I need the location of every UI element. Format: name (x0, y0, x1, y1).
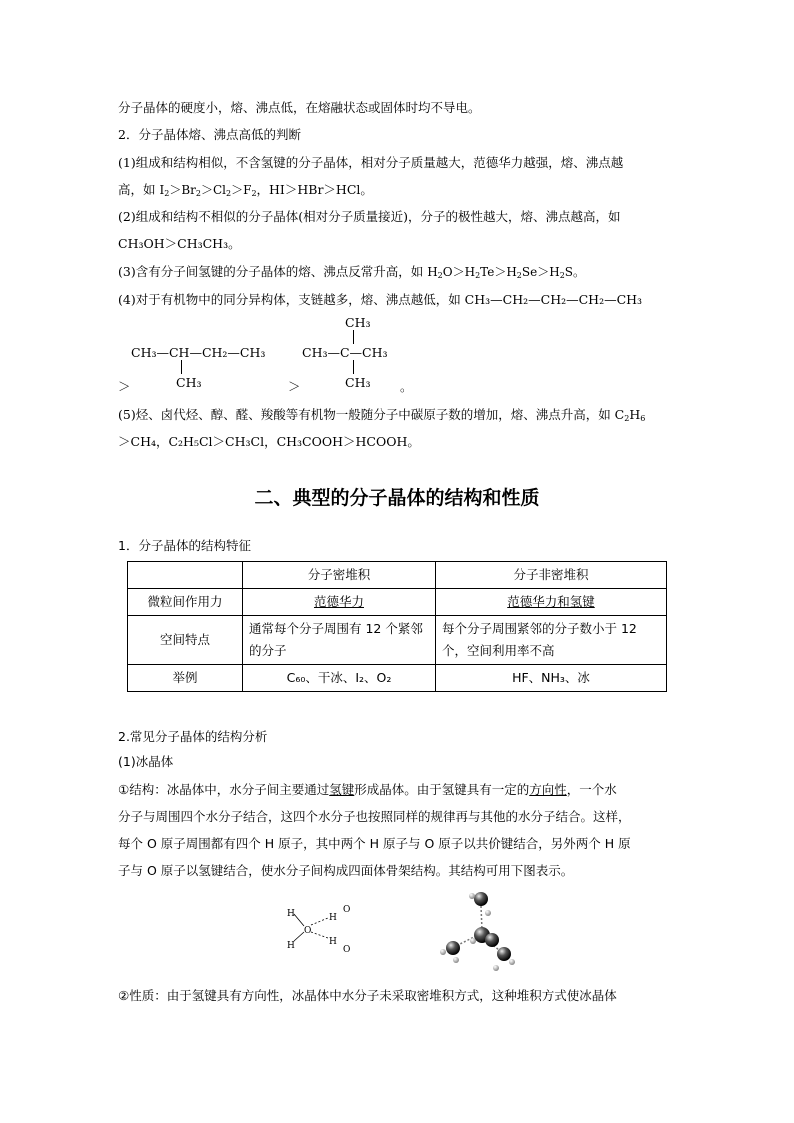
greater-than-sign-2: ＞ (288, 379, 301, 394)
ice-properties-paragraph: ②性质：由于氢键具有方向性，冰晶体中水分子未采取密堆积方式，这种堆积方式使冰晶体 (118, 988, 617, 1003)
table-row-label: 举例 (128, 665, 243, 692)
atom-label: H (287, 941, 295, 951)
atom-label: O (343, 905, 351, 915)
hydrogen-atom (493, 965, 499, 971)
hydrogen-atom (509, 959, 515, 965)
rule-1-line-1: (1)组成和结构相似，不含氢键的分子晶体，相对分子质量越大，范德华力越强，熔、沸点越 (118, 155, 624, 170)
hydrogen-atom (469, 893, 475, 899)
isomer-2-methylbutane-branch: CH₃ (176, 375, 202, 390)
atom-label: H (329, 913, 337, 923)
isomer-neopentane-top: CH₃ (345, 315, 371, 330)
ice-paragraph-line-2: 分子与周围四个水分子结合，这四个水分子也按照同样的规律再与其他的水分子结合。这样， (118, 809, 631, 824)
ice-paragraph-line-1: ①结构：冰晶体中，水分子间主要通过氢键形成晶体。由于氢键具有一定的方向性，一个水 (118, 782, 617, 797)
water-hydrogen-bond-diagram (280, 898, 370, 958)
hydrogen-atom (470, 938, 476, 944)
table-row (128, 665, 667, 692)
greater-than-sign-1: ＞ (118, 379, 131, 394)
table-cell: C₆₀、干冰、I₂、O₂ (243, 665, 436, 692)
table-row (128, 589, 667, 616)
hydrogen-atom (485, 910, 491, 916)
halogen-order: $I_2>Br_2>Cl_2>F_2$ (159, 183, 257, 198)
section-title: 二、典型的分子晶体的结构和性质 (254, 487, 540, 509)
table-header: 分子密堆积 (243, 562, 436, 589)
bond-vertical (353, 360, 354, 374)
table-cell: 每个分子周围紧邻的分子数小于 12 个，空间利用率不高 (436, 616, 667, 665)
oxygen-atom (446, 941, 460, 955)
rule-1-line-2: 高，如 $I_2>Br_2>Cl_2>F_2$，HI＞HBr＞HCl。 (118, 182, 373, 198)
table-cell: HF、NH₃、冰 (436, 665, 667, 692)
table-header: 分子非密堆积 (436, 562, 667, 589)
structure-table (127, 561, 667, 692)
bond-vertical (353, 330, 354, 344)
table-header-row (128, 562, 667, 589)
rule-5-line-2: ＞CH₄，C₂H₅Cl＞CH₃Cl，CH₃COOH＞HCOOH。 (118, 434, 420, 449)
ice-paragraph-line-3: 每个 O 原子周围都有四个 H 原子，其中两个 H 原子与 O 原子以共价键结合，另外两个 H 原 (118, 836, 631, 851)
table-cell: 通常每个分子周围有 12 个紧邻的分子 (243, 616, 436, 665)
table-corner-cell (128, 562, 243, 589)
atom-label: H (287, 909, 295, 919)
oxygen-atom (497, 947, 511, 961)
bond-vertical (181, 360, 182, 374)
subheading-structure-features: 1．分子晶体的结构特征 (118, 538, 251, 553)
rule-3: (3)含有分子间氢键的分子晶体的熔、沸点反常升高，如 $H_2O>H_2Te>H_2Se>H_2S$。 (118, 264, 586, 280)
table-cell: 范德华力和氢键 (436, 589, 667, 616)
ice-paragraph-line-4: 子与 O 原子以氢键结合，使水分子间构成四面体骨架结构。其结构可用下图表示。 (118, 863, 574, 878)
rule-4: (4)对于有机物中的同分异构体，支链越多，熔、沸点越低，如 CH₃—CH₂—CH₂—CH₂—CH₃ (118, 292, 643, 307)
hydrogen-atom (440, 949, 446, 955)
table-cell: 范德华力 (243, 589, 436, 616)
hydride-order: $H_2O>H_2Te>H_2Se>H_2S$。 (427, 265, 586, 280)
rule-2-line-2: CH₃OH＞CH₃CH₃。 (118, 236, 241, 251)
subheading-ice-crystal: (1)冰晶体 (118, 754, 174, 769)
table-row-label: 空间特点 (128, 616, 243, 665)
isomer-2-methylbutane-main: CH₃—CH—CH₂—CH₃ (131, 345, 266, 360)
hydrogen-atom (453, 957, 459, 963)
paragraph-intro: 分子晶体的硬度小，熔、沸点低，在熔融状态或固体时均不导电。 (118, 100, 481, 115)
oxygen-atom (474, 892, 488, 906)
atom-label: H (329, 937, 337, 947)
isomer-neopentane-bottom: CH₃ (345, 375, 371, 390)
table-row (128, 616, 667, 665)
rule-5-line-1: (5)烃、卤代烃、醇、醛、羧酸等有机物一般随分子中碳原子数的增加，熔、沸点升高，如 $C_2H_6$ (118, 407, 646, 423)
rule-2-line-1: (2)组成和结构不相似的分子晶体(相对分子质量接近)，分子的极性越大，熔、沸点越高，如 (118, 209, 621, 224)
ice-tetrahedral-model (432, 886, 532, 976)
subheading-common-crystals: 2.常见分子晶体的结构分析 (118, 729, 268, 744)
subheading-melting-point: 2．分子晶体熔、沸点高低的判断 (118, 127, 301, 142)
oxygen-atom (485, 933, 499, 947)
atom-label: O (304, 926, 312, 936)
table-row-label: 微粒间作用力 (128, 589, 243, 616)
period: 。 (400, 379, 413, 394)
atom-label: O (343, 945, 351, 955)
isomer-neopentane-main: CH₃—C—CH₃ (302, 345, 388, 360)
